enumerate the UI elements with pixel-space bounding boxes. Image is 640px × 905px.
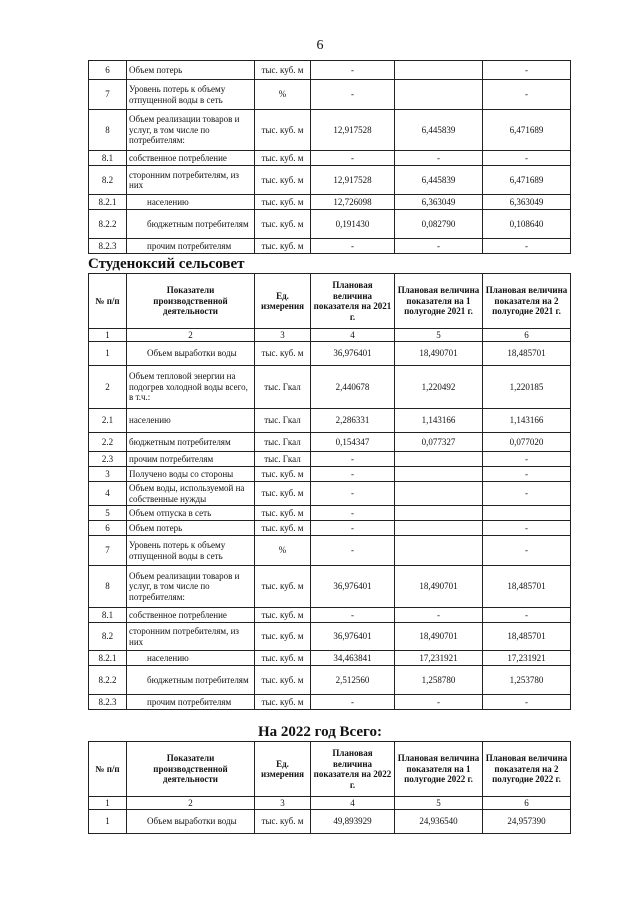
cell-indicator: Объем реализации товаров и услуг, в том числе по потребителям: bbox=[127, 110, 255, 151]
cell-year: 12,726098 bbox=[311, 195, 395, 210]
cell-h1: 0,077327 bbox=[395, 433, 483, 452]
cell-year: 0,154347 bbox=[311, 433, 395, 452]
cell-num: 8.2.3 bbox=[89, 695, 127, 710]
column-number: 3 bbox=[255, 797, 311, 810]
cell-num: 3 bbox=[89, 467, 127, 482]
cell-unit: тыс. куб. м bbox=[255, 239, 311, 254]
cell-year: - bbox=[311, 536, 395, 566]
table-row bbox=[89, 623, 571, 651]
cell-h1: 6,363049 bbox=[395, 195, 483, 210]
header-unit: Ед. измерения bbox=[255, 742, 311, 797]
cell-indicator: Уровень потерь к объему отпущенной воды в сеть bbox=[127, 536, 255, 566]
cell-h1: 1,258780 bbox=[395, 666, 483, 695]
cell-h2: 0,108640 bbox=[483, 210, 571, 239]
column-number: 1 bbox=[89, 329, 127, 342]
cell-h2: - bbox=[483, 80, 571, 110]
cell-year: - bbox=[311, 239, 395, 254]
cell-h2: - bbox=[483, 239, 571, 254]
cell-indicator: прочим потребителям bbox=[127, 695, 255, 710]
column-number-row bbox=[89, 329, 571, 342]
table-row bbox=[89, 482, 571, 506]
cell-h2: - bbox=[483, 536, 571, 566]
table-row bbox=[89, 195, 571, 210]
cell-num: 2.3 bbox=[89, 452, 127, 467]
header-unit: Ед. измерения bbox=[255, 274, 311, 329]
table-row bbox=[89, 433, 571, 452]
table-row bbox=[89, 80, 571, 110]
table-row bbox=[89, 536, 571, 566]
cell-unit: тыс. куб. м bbox=[255, 566, 311, 608]
cell-year: - bbox=[311, 608, 395, 623]
cell-year: - bbox=[311, 482, 395, 506]
cell-indicator: прочим потребителям bbox=[127, 452, 255, 467]
header-h2: Плановая величина показателя на 2 полугодие 2021 г. bbox=[483, 274, 571, 329]
cell-h1 bbox=[395, 482, 483, 506]
cell-unit: % bbox=[255, 80, 311, 110]
cell-indicator: бюджетным потребителям bbox=[127, 666, 255, 695]
table-row bbox=[89, 566, 571, 608]
cell-h2: - bbox=[483, 452, 571, 467]
cell-h1: - bbox=[395, 151, 483, 166]
table-total-2022 bbox=[88, 741, 571, 834]
cell-unit: тыс. куб. м bbox=[255, 61, 311, 80]
cell-num: 8.2 bbox=[89, 623, 127, 651]
cell-num: 8 bbox=[89, 566, 127, 608]
cell-num: 2 bbox=[89, 366, 127, 409]
cell-h1: 18,490701 bbox=[395, 566, 483, 608]
header-year: Плановая величина показателя на 2021 г. bbox=[311, 274, 395, 329]
column-number: 5 bbox=[395, 797, 483, 810]
table-row bbox=[89, 651, 571, 666]
cell-indicator: собственное потребление bbox=[127, 151, 255, 166]
cell-h1: - bbox=[395, 695, 483, 710]
cell-indicator: прочим потребителям bbox=[127, 239, 255, 254]
cell-unit: тыс. Гкал bbox=[255, 366, 311, 409]
table-row bbox=[89, 210, 571, 239]
cell-indicator: Получено воды со стороны bbox=[127, 467, 255, 482]
column-number: 6 bbox=[483, 797, 571, 810]
cell-num: 5 bbox=[89, 506, 127, 521]
cell-unit: тыс. куб. м bbox=[255, 608, 311, 623]
cell-h2: - bbox=[483, 608, 571, 623]
cell-indicator: населению bbox=[127, 651, 255, 666]
column-number: 4 bbox=[311, 329, 395, 342]
cell-indicator: бюджетным потребителям bbox=[127, 433, 255, 452]
cell-unit: тыс. куб. м bbox=[255, 506, 311, 521]
cell-indicator: Уровень потерь к объему отпущенной воды в сеть bbox=[127, 80, 255, 110]
cell-unit: тыс. куб. м bbox=[255, 695, 311, 710]
table-row bbox=[89, 467, 571, 482]
table-row bbox=[89, 151, 571, 166]
cell-h2: 1,220185 bbox=[483, 366, 571, 409]
cell-indicator: Объем воды, используемой на собственные нужды bbox=[127, 482, 255, 506]
cell-num: 8.2.1 bbox=[89, 195, 127, 210]
total-heading: На 2022 год Всего: bbox=[258, 724, 382, 740]
cell-unit: тыс. куб. м bbox=[255, 521, 311, 536]
cell-year: 12,917528 bbox=[311, 166, 395, 195]
column-number-row bbox=[89, 797, 571, 810]
cell-unit: тыс. куб. м bbox=[255, 342, 311, 366]
cell-year: 36,976401 bbox=[311, 566, 395, 608]
cell-h2: 18,485701 bbox=[483, 623, 571, 651]
cell-num: 2.1 bbox=[89, 409, 127, 433]
cell-h2: 1,253780 bbox=[483, 666, 571, 695]
header-h1: Плановая величина показателя на 1 полугодие 2022 г. bbox=[395, 742, 483, 797]
section-heading: Студеноксий сельсовет bbox=[88, 256, 245, 272]
table-row bbox=[89, 366, 571, 409]
column-number: 3 bbox=[255, 329, 311, 342]
cell-h1: 0,082790 bbox=[395, 210, 483, 239]
cell-h2: 24,957390 bbox=[483, 810, 571, 834]
cell-year: - bbox=[311, 80, 395, 110]
cell-year: 0,191430 bbox=[311, 210, 395, 239]
cell-h1: 18,490701 bbox=[395, 342, 483, 366]
table-row bbox=[89, 342, 571, 366]
table-row bbox=[89, 61, 571, 80]
header-num: № п/п bbox=[89, 742, 127, 797]
cell-year: - bbox=[311, 61, 395, 80]
cell-h1: 6,445839 bbox=[395, 110, 483, 151]
cell-h1: 17,231921 bbox=[395, 651, 483, 666]
table-row bbox=[89, 452, 571, 467]
table-header-row bbox=[89, 742, 571, 797]
cell-unit: тыс. куб. м bbox=[255, 166, 311, 195]
table-row bbox=[89, 239, 571, 254]
cell-year: 34,463841 bbox=[311, 651, 395, 666]
column-number: 2 bbox=[127, 329, 255, 342]
cell-indicator: сторонним потребителям, из них bbox=[127, 623, 255, 651]
header-h2: Плановая величина показателя на 2 полугодие 2022 г. bbox=[483, 742, 571, 797]
cell-year: 36,976401 bbox=[311, 342, 395, 366]
header-indicator: Показатели производственной деятельности bbox=[127, 274, 255, 329]
header-year: Плановая величина показателя на 2022 г. bbox=[311, 742, 395, 797]
cell-h2: - bbox=[483, 151, 571, 166]
cell-num: 6 bbox=[89, 61, 127, 80]
cell-unit: тыс. куб. м bbox=[255, 666, 311, 695]
column-number: 4 bbox=[311, 797, 395, 810]
cell-indicator: Объем потерь bbox=[127, 521, 255, 536]
cell-h2: 1,143166 bbox=[483, 409, 571, 433]
cell-h1 bbox=[395, 521, 483, 536]
cell-h1 bbox=[395, 80, 483, 110]
header-indicator: Показатели производственной деятельности bbox=[127, 742, 255, 797]
cell-unit: тыс. куб. м bbox=[255, 467, 311, 482]
cell-h2 bbox=[483, 506, 571, 521]
cell-h2: 18,485701 bbox=[483, 566, 571, 608]
table-row bbox=[89, 608, 571, 623]
cell-h2: 0,077020 bbox=[483, 433, 571, 452]
cell-num: 7 bbox=[89, 80, 127, 110]
cell-indicator: населению bbox=[127, 409, 255, 433]
cell-h2: 6,471689 bbox=[483, 166, 571, 195]
cell-indicator: Объем выработки воды bbox=[127, 810, 255, 834]
cell-num: 8.2.3 bbox=[89, 239, 127, 254]
cell-unit: тыс. куб. м bbox=[255, 623, 311, 651]
table-studenoksky bbox=[88, 273, 571, 710]
cell-indicator: Объем выработки воды bbox=[127, 342, 255, 366]
cell-h1 bbox=[395, 467, 483, 482]
cell-h2: 17,231921 bbox=[483, 651, 571, 666]
cell-h1: 18,490701 bbox=[395, 623, 483, 651]
cell-h2: 18,485701 bbox=[483, 342, 571, 366]
cell-year: 36,976401 bbox=[311, 623, 395, 651]
cell-year: 2,286331 bbox=[311, 409, 395, 433]
table-row bbox=[89, 110, 571, 151]
cell-num: 6 bbox=[89, 521, 127, 536]
cell-indicator: Объем потерь bbox=[127, 61, 255, 80]
cell-unit: тыс. Гкал bbox=[255, 433, 311, 452]
cell-h1: 1,220492 bbox=[395, 366, 483, 409]
cell-year: - bbox=[311, 452, 395, 467]
cell-h1 bbox=[395, 452, 483, 467]
cell-year: 12,917528 bbox=[311, 110, 395, 151]
cell-num: 1 bbox=[89, 810, 127, 834]
cell-year: 2,440678 bbox=[311, 366, 395, 409]
table-row bbox=[89, 506, 571, 521]
column-number: 2 bbox=[127, 797, 255, 810]
table-row bbox=[89, 695, 571, 710]
cell-year: - bbox=[311, 151, 395, 166]
cell-unit: тыс. Гкал bbox=[255, 452, 311, 467]
cell-indicator: Объем отпуска в сеть bbox=[127, 506, 255, 521]
table-row bbox=[89, 521, 571, 536]
cell-unit: тыс. куб. м bbox=[255, 651, 311, 666]
table-row bbox=[89, 666, 571, 695]
cell-h2: - bbox=[483, 695, 571, 710]
cell-num: 8.1 bbox=[89, 608, 127, 623]
cell-num: 8.2.2 bbox=[89, 666, 127, 695]
cell-unit: тыс. куб. м bbox=[255, 110, 311, 151]
page-number: 6 bbox=[316, 38, 324, 53]
cell-h1: 6,445839 bbox=[395, 166, 483, 195]
cell-h1: - bbox=[395, 608, 483, 623]
cell-num: 8.2.2 bbox=[89, 210, 127, 239]
cell-num: 8 bbox=[89, 110, 127, 151]
cell-indicator: населению bbox=[127, 195, 255, 210]
cell-year: 49,893929 bbox=[311, 810, 395, 834]
cell-h2: 6,471689 bbox=[483, 110, 571, 151]
cell-num: 1 bbox=[89, 342, 127, 366]
cell-h1 bbox=[395, 61, 483, 80]
table-header-row bbox=[89, 274, 571, 329]
cell-year: 2,512560 bbox=[311, 666, 395, 695]
cell-h1: - bbox=[395, 239, 483, 254]
cell-num: 4 bbox=[89, 482, 127, 506]
column-number: 6 bbox=[483, 329, 571, 342]
cell-indicator: Объем реализации товаров и услуг, в том числе по потребителям: bbox=[127, 566, 255, 608]
cell-unit: тыс. куб. м bbox=[255, 151, 311, 166]
cell-unit: тыс. куб. м bbox=[255, 195, 311, 210]
cell-h2: - bbox=[483, 61, 571, 80]
cell-indicator: сторонним потребителям, из них bbox=[127, 166, 255, 195]
cell-h2: 6,363049 bbox=[483, 195, 571, 210]
header-h1: Плановая величина показателя на 1 полугодие 2021 г. bbox=[395, 274, 483, 329]
cell-h1 bbox=[395, 506, 483, 521]
table-row bbox=[89, 409, 571, 433]
cell-h2: - bbox=[483, 521, 571, 536]
cell-h1 bbox=[395, 536, 483, 566]
cell-h1: 1,143166 bbox=[395, 409, 483, 433]
cell-indicator: Объем тепловой энергии на подогрев холодной воды всего, в т.ч.: bbox=[127, 366, 255, 409]
column-number: 5 bbox=[395, 329, 483, 342]
cell-unit: % bbox=[255, 536, 311, 566]
cell-num: 8.2.1 bbox=[89, 651, 127, 666]
cell-unit: тыс. куб. м bbox=[255, 482, 311, 506]
cell-indicator: бюджетным потребителям bbox=[127, 210, 255, 239]
cell-unit: тыс. куб. м bbox=[255, 810, 311, 834]
cell-unit: тыс. Гкал bbox=[255, 409, 311, 433]
cell-h2: - bbox=[483, 482, 571, 506]
header-num: № п/п bbox=[89, 274, 127, 329]
cell-year: - bbox=[311, 506, 395, 521]
cell-num: 8.2 bbox=[89, 166, 127, 195]
cell-year: - bbox=[311, 521, 395, 536]
table-continuation bbox=[88, 60, 571, 254]
cell-num: 8.1 bbox=[89, 151, 127, 166]
cell-h2: - bbox=[483, 467, 571, 482]
cell-year: - bbox=[311, 695, 395, 710]
cell-indicator: собственное потребление bbox=[127, 608, 255, 623]
cell-h1: 24,936540 bbox=[395, 810, 483, 834]
cell-year: - bbox=[311, 467, 395, 482]
table-row bbox=[89, 810, 571, 834]
cell-unit: тыс. куб. м bbox=[255, 210, 311, 239]
cell-num: 2.2 bbox=[89, 433, 127, 452]
cell-num: 7 bbox=[89, 536, 127, 566]
table-row bbox=[89, 166, 571, 195]
column-number: 1 bbox=[89, 797, 127, 810]
